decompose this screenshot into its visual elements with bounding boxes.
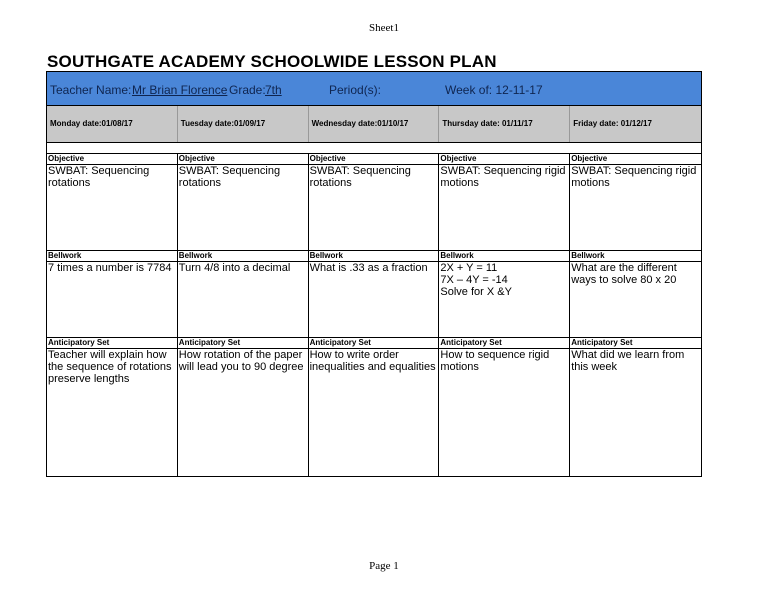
day-wednesday: Wednesday date:01/10/17 <box>309 106 440 142</box>
anticipatory-text: What did we learn from this week <box>571 349 685 373</box>
objective-cell <box>178 154 309 250</box>
bellwork-text: What is .33 as a fraction <box>309 262 428 274</box>
bellwork-label: Bellwork <box>178 251 308 262</box>
day-thursday: Thursday date: 01/11/17 <box>439 106 570 142</box>
anticipatory-set-row <box>47 337 701 476</box>
teacher-header-row <box>46 71 702 106</box>
bellwork-text: 2X + Y = 11 7X – 4Y = -14 Solve for X &Y <box>440 262 512 298</box>
lesson-plan-table <box>46 71 702 477</box>
bellwork-label: Bellwork <box>439 251 569 262</box>
objective-label: Objective <box>309 154 439 165</box>
objective-cell <box>309 154 440 250</box>
anticipatory-cell <box>309 338 440 476</box>
anticipatory-cell <box>47 338 178 476</box>
teacher-name-value: Mr Brian Florence <box>132 83 228 97</box>
anticipatory-cell <box>439 338 570 476</box>
bellwork-label: Bellwork <box>47 251 177 262</box>
bellwork-cell <box>178 251 309 337</box>
page-title: SOUTHGATE ACADEMY SCHOOLWIDE LESSON PLAN <box>47 52 497 71</box>
objective-label: Objective <box>439 154 569 165</box>
day-friday: Friday date: 01/12/17 <box>573 119 652 128</box>
day-monday: Monday date:01/08/17 <box>47 106 178 142</box>
objective-text: SWBAT: Sequencing rotations <box>48 165 150 189</box>
objective-cell <box>439 154 570 250</box>
day-tuesday: Tuesday date:01/09/17 <box>178 106 309 142</box>
anticipatory-text: Teacher will explain how the sequence of rotations preserve lengths <box>48 349 172 385</box>
bellwork-text: 7 times a number is 7784 <box>48 262 172 274</box>
anticipatory-label: Anticipatory Set <box>439 338 569 349</box>
sheet-title: Sheet1 <box>369 22 399 34</box>
objective-text: SWBAT: Sequencing rigid motions <box>440 165 566 189</box>
anticipatory-text: How to sequence rigid motions <box>440 349 550 373</box>
grade-label: Grade: <box>229 83 266 97</box>
objective-cell <box>570 154 701 250</box>
objective-label: Objective <box>570 154 701 165</box>
anticipatory-label: Anticipatory Set <box>178 338 308 349</box>
bellwork-row <box>47 250 701 337</box>
objective-text: SWBAT: Sequencing rotations <box>178 165 281 189</box>
anticipatory-label: Anticipatory Set <box>47 338 177 349</box>
objective-label: Objective <box>47 154 177 165</box>
week-of-label: Week of: 12-11-17 <box>445 83 543 97</box>
page-footer: Page 1 <box>369 560 399 572</box>
bellwork-cell <box>570 251 701 337</box>
bellwork-cell <box>439 251 570 337</box>
day-header-row <box>47 105 701 142</box>
objective-cell <box>47 154 178 250</box>
anticipatory-label: Anticipatory Set <box>570 338 701 349</box>
bellwork-cell <box>309 251 440 337</box>
objective-row <box>47 153 701 250</box>
anticipatory-text: How rotation of the paper will lead you to 90 degree <box>178 349 304 373</box>
bellwork-label: Bellwork <box>309 251 439 262</box>
spacer-row <box>47 142 701 153</box>
bellwork-text: What are the different ways to solve 80 x 20 <box>571 262 677 286</box>
objective-text: SWBAT: Sequencing rigid motions <box>571 165 697 189</box>
anticipatory-cell <box>178 338 309 476</box>
anticipatory-text: How to write order inequalities and equalities <box>309 349 436 373</box>
anticipatory-cell <box>570 338 701 476</box>
teacher-name-label: Teacher Name: <box>50 83 132 97</box>
bellwork-cell <box>47 251 178 337</box>
bellwork-text: Turn 4/8 into a decimal <box>178 262 291 274</box>
bellwork-label: Bellwork <box>570 251 701 262</box>
anticipatory-label: Anticipatory Set <box>309 338 439 349</box>
objective-text: SWBAT: Sequencing rotations <box>309 165 411 189</box>
period-label: Period(s): <box>329 83 382 97</box>
objective-label: Objective <box>178 154 308 165</box>
grade-value: 7th <box>265 83 282 97</box>
